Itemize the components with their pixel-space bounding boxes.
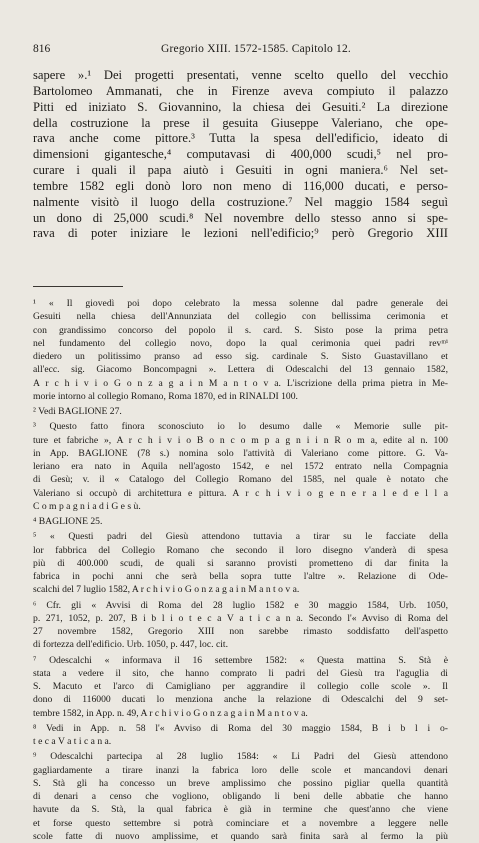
footnotes — [33, 297, 448, 843]
footnote-line: scole fatte di nuovo amplissime, et quando sarà finita sarà al fermo la più — [33, 830, 448, 842]
footnote-line: ⁶ Cfr. gli « Avvisi di Roma del 28 luglio 1582 e 30 maggio 1584, Urb. 1050, — [33, 599, 448, 611]
footnote-line: ⁴ BAGLIONE 25. — [33, 516, 103, 527]
text-line: sapere ».¹ Dei progetti presentati, venne scelto quello del vecchio — [33, 68, 448, 82]
footnote-line: morie intorno al collegio Romano, Roma 1870, ed in RINALDI 100. — [33, 390, 298, 402]
footnote-line: ² Vedi BAGLIONE 27. — [33, 406, 122, 417]
footnote-line: S. Stà gli ha concesso un breve amplissimo che possino pigliar quella quantità — [33, 777, 448, 789]
footnote-line: in App. BAGLIONE (78 s.) nomina solo l'attività di Valeriano come pittore. G. Va- — [33, 447, 448, 459]
text-line: Pitti ed iniziato S. Giovannino, la chiesa dei Gesuiti.² La direzione — [33, 99, 448, 114]
footnote-line: et forse questo settembre si potrà cominciare et a novembre a leggere nelle — [33, 817, 448, 829]
text-line: rava di poter iniziare le lezioni nell'edificio;⁹ però Gregorio XIII — [33, 226, 448, 241]
footnote-line: gagliardamente a tirare inanzi la fabrica loro delle scole et mancandovi denari — [33, 764, 448, 776]
footnote-line: 27 novembre 1582, Gregorio XIII non sarebbe rimasto soddisfatto dell'aspetto — [33, 626, 448, 637]
text-line: rava anche come pittore.³ Tutta la spesa dell'edificio, ideato di — [33, 131, 448, 146]
text-line: della costruzione la prese il gesuita Giuseppe Valeriano, che ope- — [33, 115, 448, 130]
footnote-line: A r c h i v i o G o n z a g a i n M a n t o v a. L'iscrizione della prima pietra in Me- — [33, 377, 448, 389]
text-line: nalmente visitò il luogo della costruzione.⁷ Nel maggio 1584 seguì — [33, 194, 448, 209]
footnote-line: ⁵ « Questi padri del Giesù attendono tuttavia a tirar su le facciate della — [33, 531, 448, 543]
footnote-line: leriano era nato in Aquila nell'agosto 1542, e nel 1572 entrato nella Compagnia — [33, 461, 448, 472]
footnote-line: ⁷ Odescalchi « informava il 16 settembre 1582: « Questa mattina S. Stà è — [33, 654, 448, 666]
footnote-line: t e c a V a t i c a n a. — [33, 736, 112, 747]
footnote-line: Valeriano si occupò di architettura e pittura. A r c h i v i o g e n e r a l e d e l l a — [33, 487, 448, 499]
footnote-line: lor fabbrica del Collegio Romano che secondo il loro disegno v'anderà di spesa — [33, 544, 448, 556]
text-line: Bartolomeo Ammanati, che in Firenze aveva compiuto il palazzo — [33, 83, 448, 98]
footnote-line: havute da S. Stà, la qual fabrica è già in termine che quest'anno che viene — [33, 804, 448, 816]
footnote-line: Gesuiti nella chiesa dell'Annunziata del collegio con bellissima cerimonia et — [33, 311, 448, 323]
footnote-line: più di 400.000 scudi, de quali si saranno provisti prometteno di dar finita la — [33, 557, 448, 569]
footnote-line: dono di 116000 ducati lo menziona anche la relazione di Odescalchi del 9 set- — [33, 694, 448, 706]
text-line: dimensioni gigantesche,⁴ computavasi di 400,000 scudi,⁵ nel pro- — [33, 147, 448, 162]
footnote-line: tembre 1582, in App. n. 49, A r c h i v i o G o n z a g a i n M a n t o v a. — [33, 707, 308, 719]
main-text — [33, 68, 448, 242]
footnote-line: fabrica in pochi anni che serà bella sopra tutte l'altre ». Relazione di Ode- — [33, 571, 448, 582]
footnote-line: S. Macuto et l'arco di Camigliano per aggrandire il collegio colle scole ». Il — [33, 681, 448, 692]
footnote-line: di fortezza dell'edificio. Urb. 1050, p. 447, loc. cit. — [33, 639, 228, 651]
footnote-line: ⁹ Odescalchi partecipa al 28 luglio 1584: « Li Padri del Giesù attendono — [33, 751, 448, 763]
footnote-line: ture et fabriche », A r c h i v i o B o n c o m p a g n i i n R o m a, edite al n. 100 — [33, 434, 448, 446]
footnote-line: di Gesù; v. il « Catalogo del Collegio Romano del 1585, nel quale è notato che — [33, 474, 448, 486]
footnote-line: ³ Questo fatto finora sconosciuto io lo desumo dalle « Memorie sulle pit- — [33, 421, 448, 433]
running-head — [33, 42, 445, 56]
footnote-line: nel fundamento del collegio novo, dopo la qual cerimonia quei padri revᵐⁱ — [33, 337, 448, 349]
footnote-line: con grandissimo concorso del popolo il s. card. S. Sisto pose la prima petra — [33, 324, 448, 336]
text-line: tembre 1582 egli donò loro non meno di 116,000 ducati, e perso- — [33, 178, 448, 193]
footnote-line: all'ecc. sig. Giacomo Boncompagni ». Lettera di Odescalchi del 13 gennaio 1582, — [33, 364, 448, 376]
footnote-line: ¹ « Il giovedì poi dopo celebrato la messa solenne dal padre generale dei — [33, 298, 448, 309]
footnote-separator — [33, 286, 123, 287]
chapter-header: Gregorio XIII. 1572-1585. Capitolo 12. — [161, 43, 351, 55]
text-line: un dono di 25,000 scudi.⁸ Nel novembre dello stesso anno si spe- — [33, 210, 448, 225]
footnote-line: p. 271, 1052, p. 207, B i b l i o t e c a V a t i c a n a. Secondo l'« Avviso di Roma del — [33, 612, 448, 624]
footnote-line: scalchi del 7 luglio 1582, A r c h i v i o G o n z a g a i n M a n t o v a. — [33, 584, 300, 596]
footnote-line: stata a vedere il sito, che hanno comprato li padri del Giesù tra l'aguglia di — [33, 667, 448, 679]
text-line: curare i quali il papa aiutò i Gesuiti in ogni maniera.⁶ Nel set- — [33, 163, 448, 178]
page-number: 816 — [33, 43, 51, 55]
footnote-line: ⁸ Vedi in App. n. 58 l'« Avviso di Roma del 30 maggio 1584, B i b l i o- — [33, 722, 448, 734]
footnote-line: C o m p a g n i a d i G e s ù. — [33, 500, 141, 512]
footnote-line: diedero un politissimo pranso ad esso sig. cardinale S. Sisto Guastavillano et — [33, 351, 448, 362]
footnote-line: di denari a censo che vogliono, obligando li beni delle abbatie che hanno — [33, 791, 448, 802]
